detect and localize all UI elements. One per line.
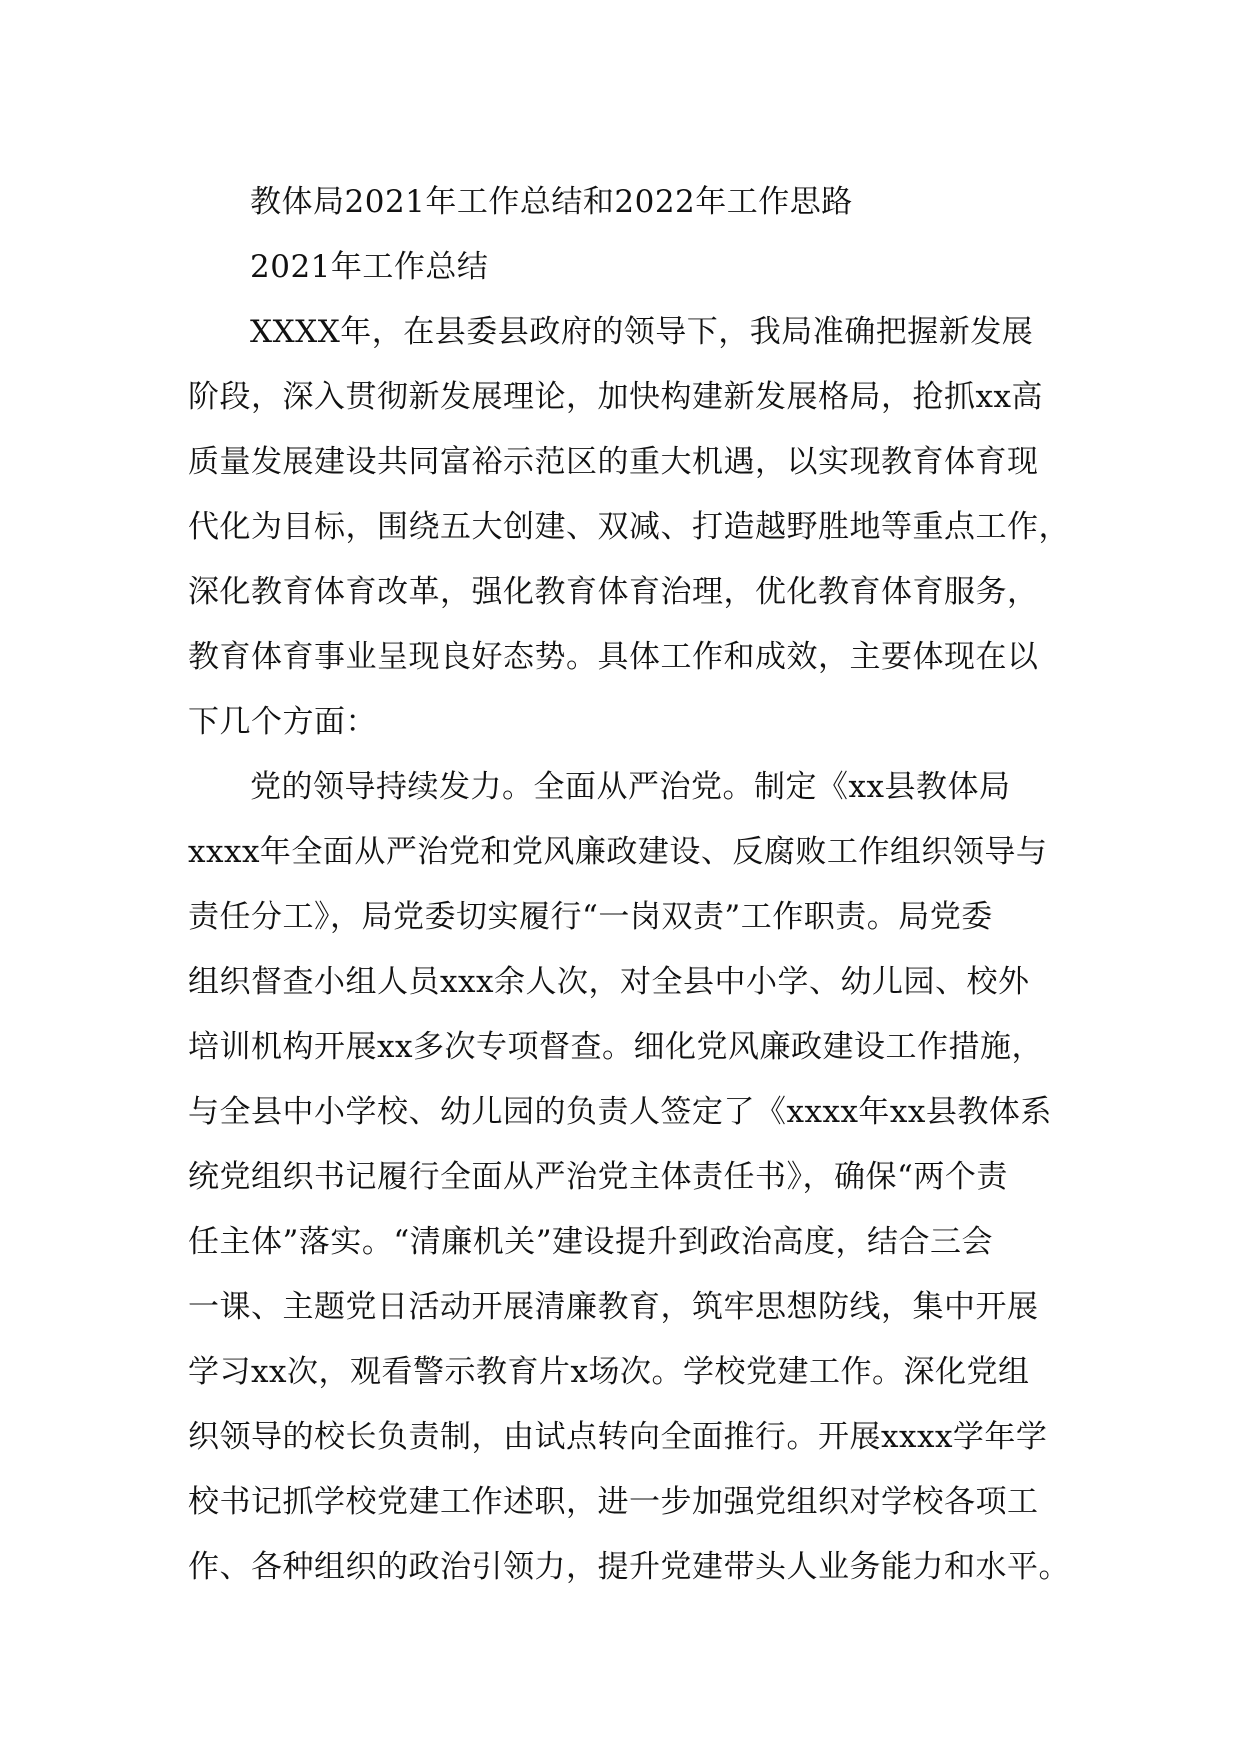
paragraph-line: XXXX年，在县委县政府的领导下，我局准确把握新发展 (250, 314, 1034, 350)
paragraph-line: 校书记抓学校党建工作述职，进一步加强党组织对学校各项工 (188, 1484, 1039, 1520)
paragraph-line: 质量发展建设共同富裕示范区的重大机遇，以实现教育体育现 (188, 444, 1039, 480)
paragraph-line: 组织督查小组人员xxx余人次，对全县中小学、幼儿园、校外 (188, 964, 1030, 1000)
paragraph-line: 作、各种组织的政治引领力，提升党建带头人业务能力和水平。 (188, 1549, 1070, 1585)
paragraph-line: 一课、主题党日活动开展清廉教育，筑牢思想防线，集中开展 (188, 1289, 1039, 1325)
document-title: 教体局2021年工作总结和2022年工作思路 (250, 184, 853, 220)
paragraph-line: 阶段，深入贯彻新发展理论，加快构建新发展格局，抢抓xx高 (188, 379, 1043, 415)
paragraph-line: 学习xx次，观看警示教育片x场次。学校党建工作。深化党组 (188, 1354, 1030, 1390)
paragraph-line: 教育体育事业呈现良好态势。具体工作和成效，主要体现在以 (188, 639, 1039, 675)
paragraph-line: 统党组织书记履行全面从严治党主体责任书》，确保“两个责 (188, 1159, 1008, 1195)
paragraph-line: 党的领导持续发力。全面从严治党。制定《xx县教体局 (250, 769, 1011, 805)
paragraph-line: 下几个方面： (188, 704, 377, 740)
paragraph-line: 深化教育体育改革，强化教育体育治理，优化教育体育服务， (188, 574, 1039, 610)
paragraph-line: xxxx年全面从严治党和党风廉政建设、反腐败工作组织领导与 (188, 834, 1048, 870)
document-body (188, 170, 1088, 1600)
section-heading: 2021年工作总结 (250, 249, 489, 285)
paragraph-line: 任主体”落实。“清廉机关”建设提升到政治高度，结合三会 (188, 1224, 994, 1260)
paragraph-line: 代化为目标，围绕五大创建、双减、打造越野胜地等重点工作， (188, 509, 1070, 545)
paragraph-line: 织领导的校长负责制，由试点转向全面推行。开展xxxx学年学 (188, 1419, 1048, 1455)
paragraph-line: 培训机构开展xx多次专项督查。细化党风廉政建设工作措施， (188, 1029, 1043, 1065)
paragraph-line: 与全县中小学校、幼儿园的负责人签定了《xxxx年xx县教体系 (188, 1094, 1052, 1130)
paragraph-line: 责任分工》，局党委切实履行“一岗双责”工作职责。局党委 (188, 899, 993, 935)
